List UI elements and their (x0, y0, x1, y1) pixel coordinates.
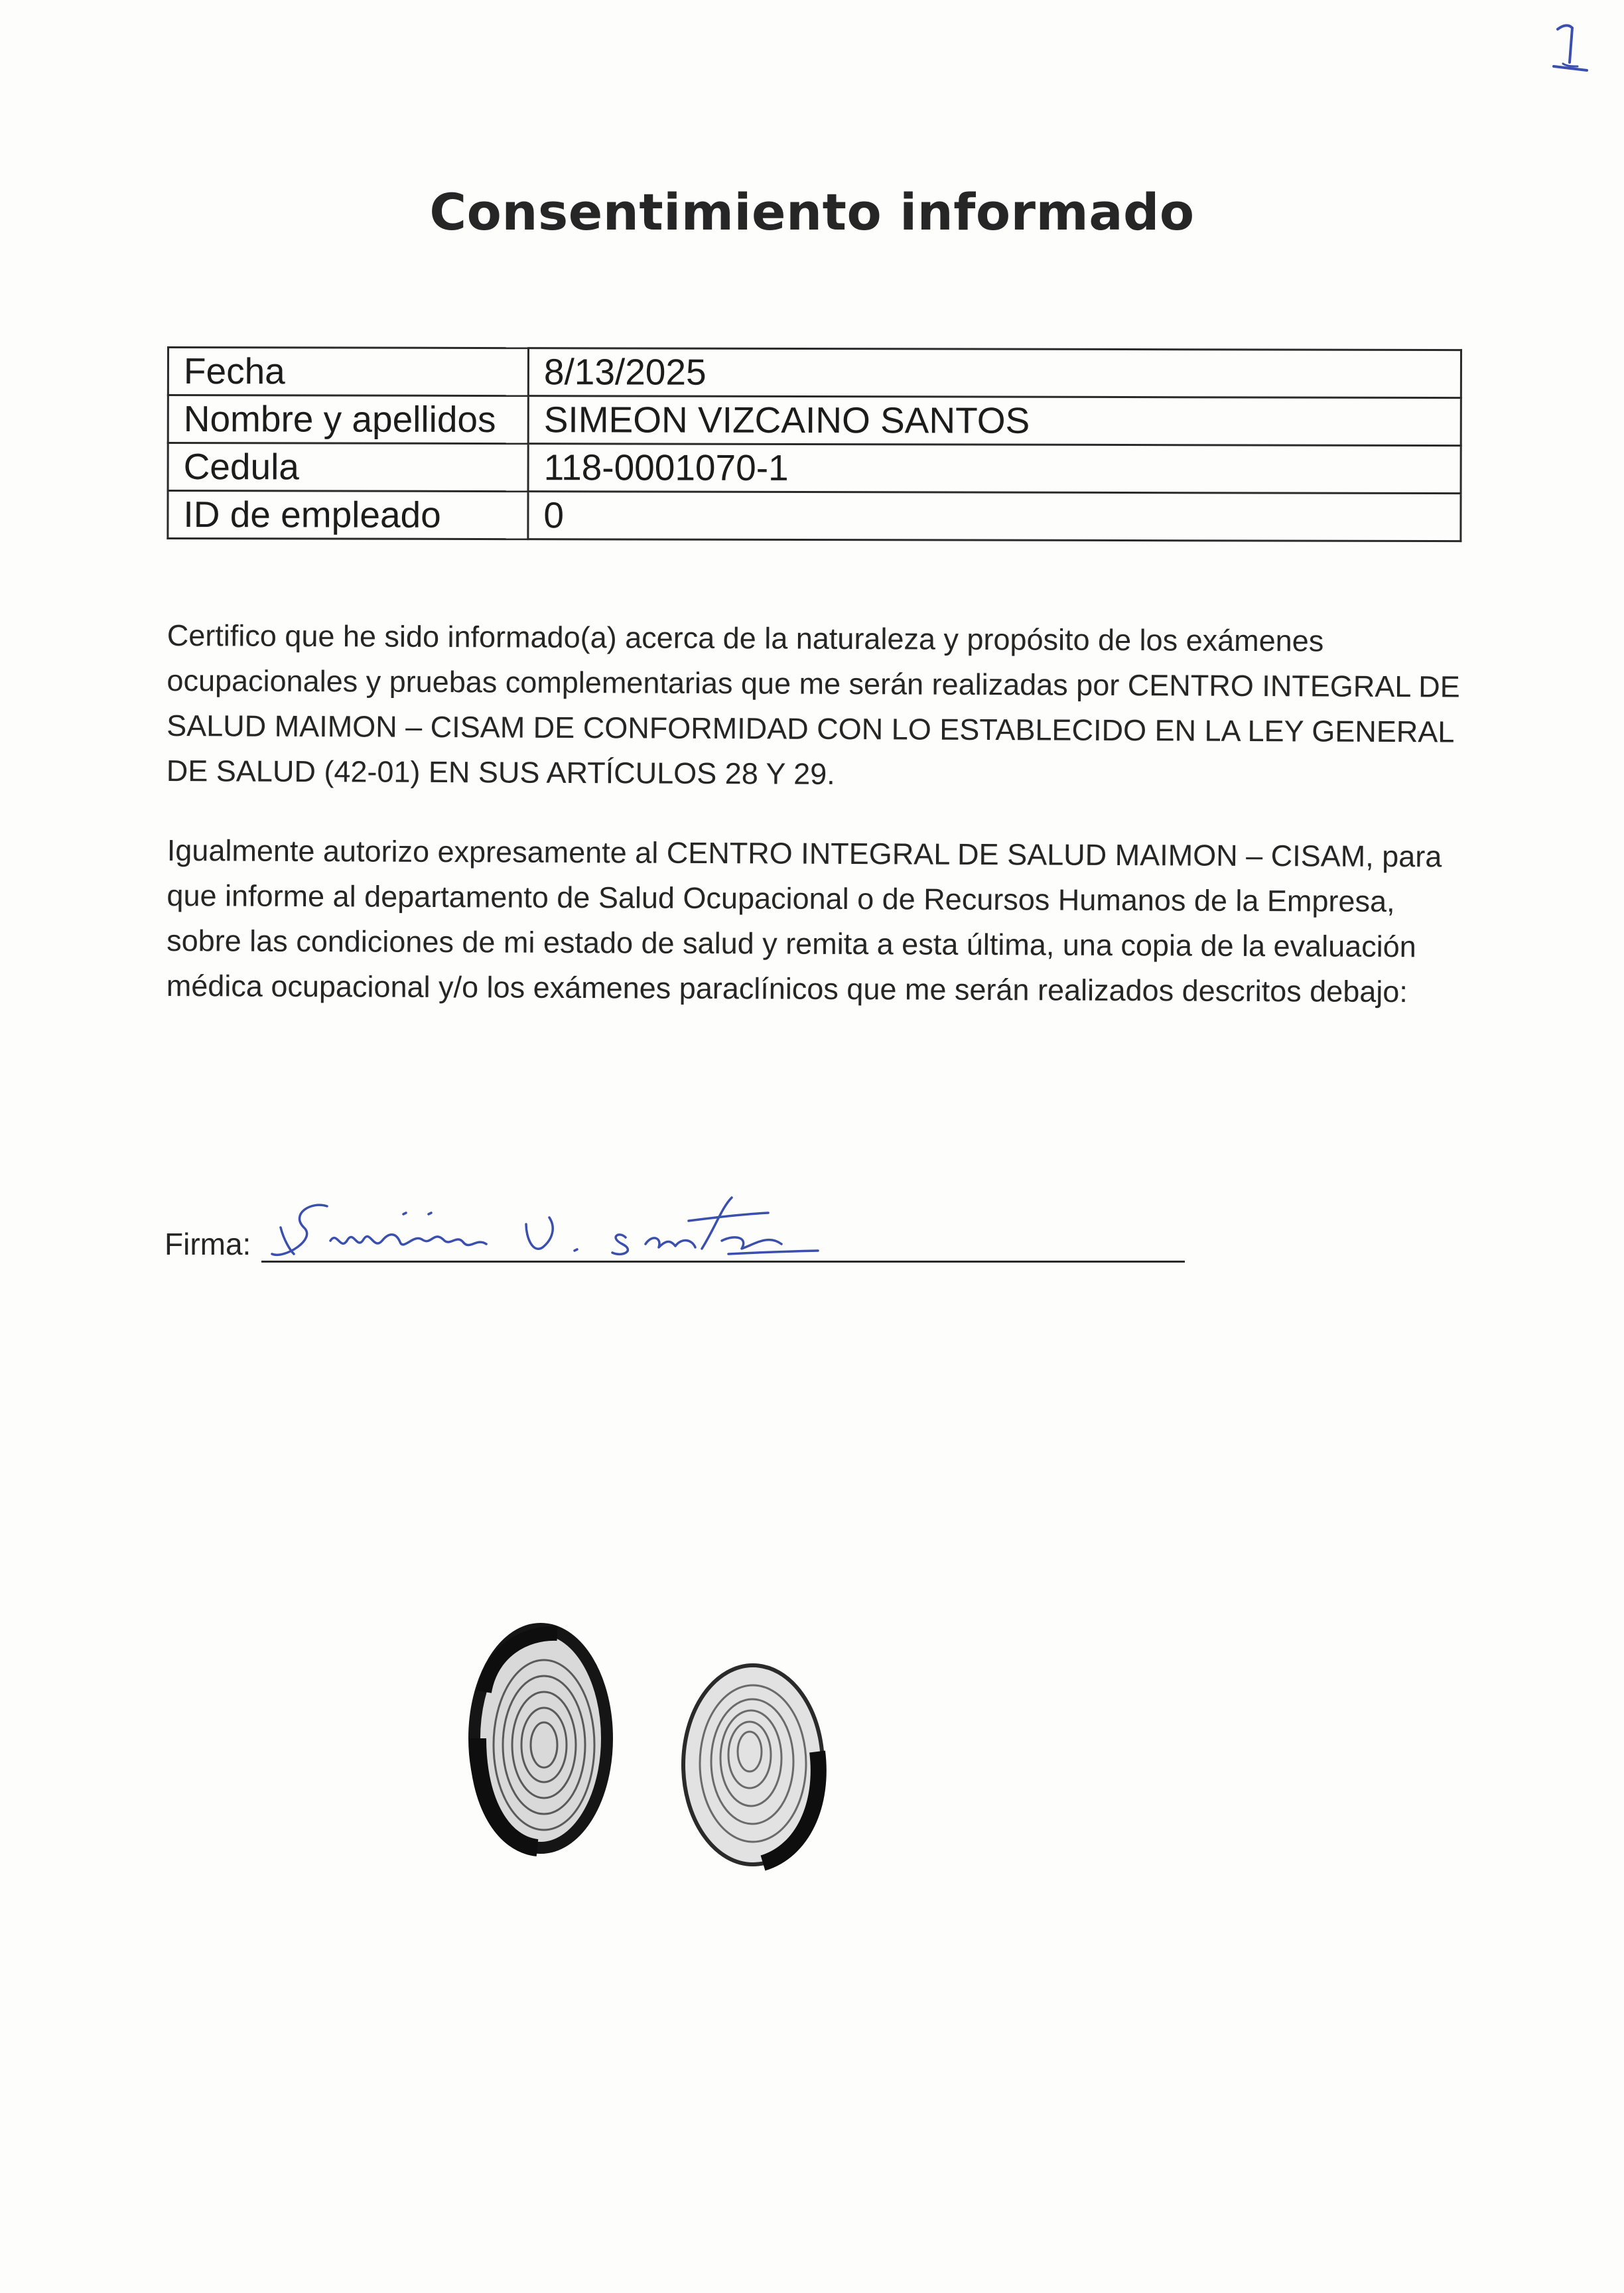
info-table (167, 346, 1462, 542)
consent-paragraph-2: Igualmente autorizo expresamente al CENTRO INTEGRAL DE SALUD MAIMON – CISAM, para que informe al departamento de Salud Ocupacional o de Recursos Humanos de la Empresa, sobre las condiciones de mi estado de salud y remita a esta última, una copia de la evaluación médica ocupacional y/o los exámenes paraclínicos que me serán realizados descritos debajo: (166, 833, 1442, 1009)
fingerprint-right-icon (670, 1652, 836, 1878)
table-row (168, 395, 1461, 446)
row-value-cedula: 118-0001070-1 (528, 444, 1461, 494)
row-value-fecha: 8/13/2025 (528, 348, 1461, 398)
row-label-id-empleado: ID de empleado (168, 491, 528, 539)
table-row (168, 491, 1461, 541)
table-row (168, 443, 1461, 494)
fingerprint-left-icon (464, 1619, 617, 1858)
row-label-cedula: Cedula (168, 443, 528, 492)
row-value-id-empleado: 0 (528, 492, 1461, 541)
consent-paragraph-1: Certifico que he sido informado(a) acerca de la naturaleza y propósito de los exámenes ocupacionales y pruebas complementarias que me serán realizadas por CENTRO INTEGRAL DE SALUD MAIMON – CISAM DE CONFORMIDAD CON LO ESTABLECIDO EN LA LEY GENERAL DE SALUD (42-01) EN SUS ARTÍCULOS 28 Y 29. (166, 618, 1460, 791)
row-value-nombre: SIMEON VIZCAINO SANTOS (528, 396, 1461, 446)
signature-label: Firma: (165, 1227, 251, 1261)
signature-block (165, 1188, 1186, 1274)
page-number-handwritten (1526, 20, 1599, 86)
row-label-fecha: Fecha (168, 348, 528, 396)
page-title: Consentimiento informado (429, 182, 1195, 242)
table-row (168, 348, 1461, 398)
handwritten-signature (264, 1188, 927, 1267)
row-label-nombre: Nombre y apellidos (168, 395, 528, 444)
